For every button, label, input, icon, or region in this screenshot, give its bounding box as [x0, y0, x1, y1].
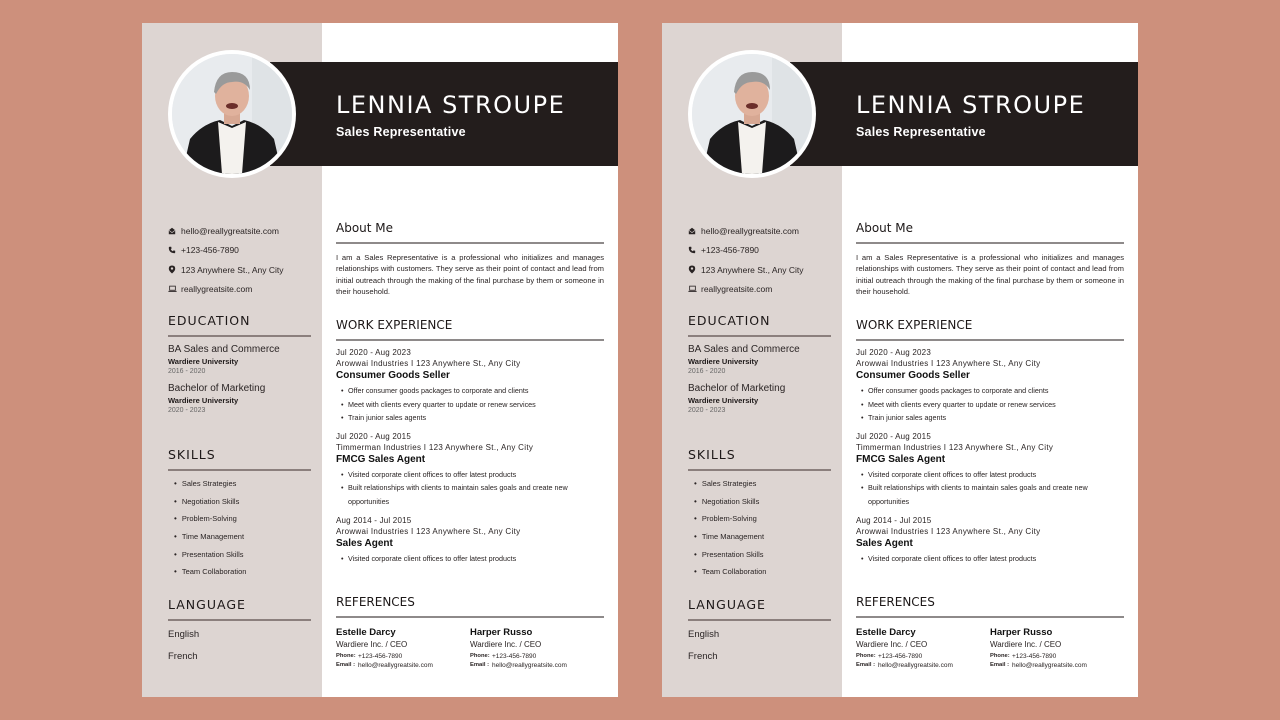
- contact-website[interactable]: reallygreatsite.com: [688, 280, 838, 300]
- reference-card: Harper Russo Wardiere Inc. / CEO Phone: +123-456-7890 Email : hello@reallygreatsite.com: [470, 627, 567, 669]
- contact-list: [688, 221, 838, 299]
- portrait-photo: [172, 54, 292, 174]
- candidate-name: LENNIA STROUPE: [856, 91, 1086, 119]
- skills-section: [168, 447, 311, 581]
- person-portrait-icon: [172, 54, 292, 174]
- references-section: [856, 595, 1124, 669]
- reference-card: Estelle Darcy Wardiere Inc. / CEO Phone: +123-456-7890 Email : hello@reallygreatsite.com: [336, 627, 433, 669]
- envelope-icon: [168, 227, 180, 235]
- about-section: [856, 221, 1124, 297]
- skills-section: [688, 447, 831, 581]
- references-heading: REFERENCES: [856, 595, 1124, 618]
- portrait-photo: [692, 54, 812, 174]
- laptop-icon: [168, 285, 180, 293]
- job-entry: Jul 2020 - Aug 2015 Timmerman Industries I 123 Anywhere St., Any City FMCG Sales Agent • Visited corporate client offices to offer latest products • Built relationships with clients to maintain sales goals and create new opportunities: [856, 432, 1124, 509]
- location-pin-icon: [688, 265, 700, 274]
- envelope-icon: [688, 227, 700, 235]
- about-heading: About Me: [856, 221, 1124, 244]
- skill-item: • Presentation Skills: [168, 545, 311, 563]
- skill-item: • Sales Strategies: [688, 475, 831, 493]
- candidate-name: LENNIA STROUPE: [336, 91, 566, 119]
- work-heading: WORK EXPERIENCE: [856, 318, 1124, 341]
- contact-website[interactable]: reallygreatsite.com: [168, 280, 318, 300]
- resume-page-right: [662, 23, 1138, 697]
- language-heading: LANGUAGE: [168, 597, 311, 621]
- education-heading: EDUCATION: [168, 313, 311, 337]
- skills-heading: SKILLS: [168, 447, 311, 471]
- education-item: Bachelor of Marketing Wardiere University 2020 - 2023: [688, 383, 786, 414]
- skill-item: • Problem-Solving: [688, 510, 831, 528]
- skill-item: • Time Management: [688, 528, 831, 546]
- work-experience-section: [336, 318, 604, 565]
- laptop-icon: [688, 285, 700, 293]
- profile-photo-frame: [168, 50, 296, 178]
- language-item: French: [688, 650, 718, 662]
- language-section: [168, 597, 311, 667]
- skill-item: • Team Collaboration: [688, 563, 831, 581]
- job-entry: Jul 2020 - Aug 2023 Arowwai Industries I 123 Anywhere St., Any City Consumer Goods Seller • Offer consumer goods packages to corporate and clients • Meet with clients every quarter to update or renew services • Train junior sales agents: [336, 348, 604, 425]
- education-heading: EDUCATION: [688, 313, 831, 337]
- work-experience-section: [856, 318, 1124, 565]
- phone-icon: [688, 246, 700, 254]
- job-title: Sales Representative: [856, 125, 986, 139]
- skill-item: • Negotiation Skills: [168, 493, 311, 511]
- profile-photo-frame: [688, 50, 816, 178]
- skill-item: • Problem-Solving: [168, 510, 311, 528]
- references-heading: REFERENCES: [336, 595, 604, 618]
- job-entry: Aug 2014 - Jul 2015 Arowwai Industries I 123 Anywhere St., Any City Sales Agent • Visited corporate client offices to offer latest products: [336, 516, 604, 566]
- about-heading: About Me: [336, 221, 604, 244]
- education-item: BA Sales and Commerce Wardiere University 2016 - 2020: [688, 344, 800, 375]
- language-item: English: [168, 628, 200, 640]
- skill-item: • Time Management: [168, 528, 311, 546]
- references-section: [336, 595, 604, 669]
- work-heading: WORK EXPERIENCE: [336, 318, 604, 341]
- education-section: [688, 313, 831, 414]
- language-section: [688, 597, 831, 667]
- language-heading: LANGUAGE: [688, 597, 831, 621]
- reference-card: Estelle Darcy Wardiere Inc. / CEO Phone: +123-456-7890 Email : hello@reallygreatsite.com: [856, 627, 953, 669]
- contact-phone[interactable]: +123-456-7890: [688, 241, 838, 261]
- skill-item: • Negotiation Skills: [688, 493, 831, 511]
- contact-email[interactable]: hello@reallygreatsite.com: [688, 221, 838, 241]
- resume-page-left: [142, 23, 618, 697]
- job-entry: Aug 2014 - Jul 2015 Arowwai Industries I 123 Anywhere St., Any City Sales Agent • Visited corporate client offices to offer latest products: [856, 516, 1124, 566]
- education-item: BA Sales and Commerce Wardiere University 2016 - 2020: [168, 344, 280, 375]
- person-portrait-icon: [692, 54, 812, 174]
- job-title: Sales Representative: [336, 125, 466, 139]
- contact-address: 123 Anywhere St., Any City: [688, 260, 838, 280]
- contact-email[interactable]: hello@reallygreatsite.com: [168, 221, 318, 241]
- skill-item: • Team Collaboration: [168, 563, 311, 581]
- contact-phone[interactable]: +123-456-7890: [168, 241, 318, 261]
- language-item: French: [168, 650, 198, 662]
- about-section: [336, 221, 604, 297]
- contact-address: 123 Anywhere St., Any City: [168, 260, 318, 280]
- reference-card: Harper Russo Wardiere Inc. / CEO Phone: +123-456-7890 Email : hello@reallygreatsite.com: [990, 627, 1087, 669]
- skills-heading: SKILLS: [688, 447, 831, 471]
- job-entry: Jul 2020 - Aug 2015 Timmerman Industries I 123 Anywhere St., Any City FMCG Sales Agent • Visited corporate client offices to offer latest products • Built relationships with clients to maintain sales goals and create new opportunities: [336, 432, 604, 509]
- contact-list: [168, 221, 318, 299]
- location-pin-icon: [168, 265, 180, 274]
- education-item: Bachelor of Marketing Wardiere University 2020 - 2023: [168, 383, 266, 414]
- skill-item: • Sales Strategies: [168, 475, 311, 493]
- about-text: I am a Sales Representative is a professional who initializes and manages relationships with customers. They serve as their point of contact and lead from initial outreach through the making of the final purchase by them or someone in their household.: [336, 253, 604, 296]
- skill-item: • Presentation Skills: [688, 545, 831, 563]
- phone-icon: [168, 246, 180, 254]
- job-entry: Jul 2020 - Aug 2023 Arowwai Industries I 123 Anywhere St., Any City Consumer Goods Seller • Offer consumer goods packages to corporate and clients • Meet with clients every quarter to update or renew services • Train junior sales agents: [856, 348, 1124, 425]
- language-item: English: [688, 628, 720, 640]
- about-text: I am a Sales Representative is a professional who initializes and manages relationships with customers. They serve as their point of contact and lead from initial outreach through the making of the final purchase by them or someone in their household.: [856, 253, 1124, 296]
- education-section: [168, 313, 311, 414]
